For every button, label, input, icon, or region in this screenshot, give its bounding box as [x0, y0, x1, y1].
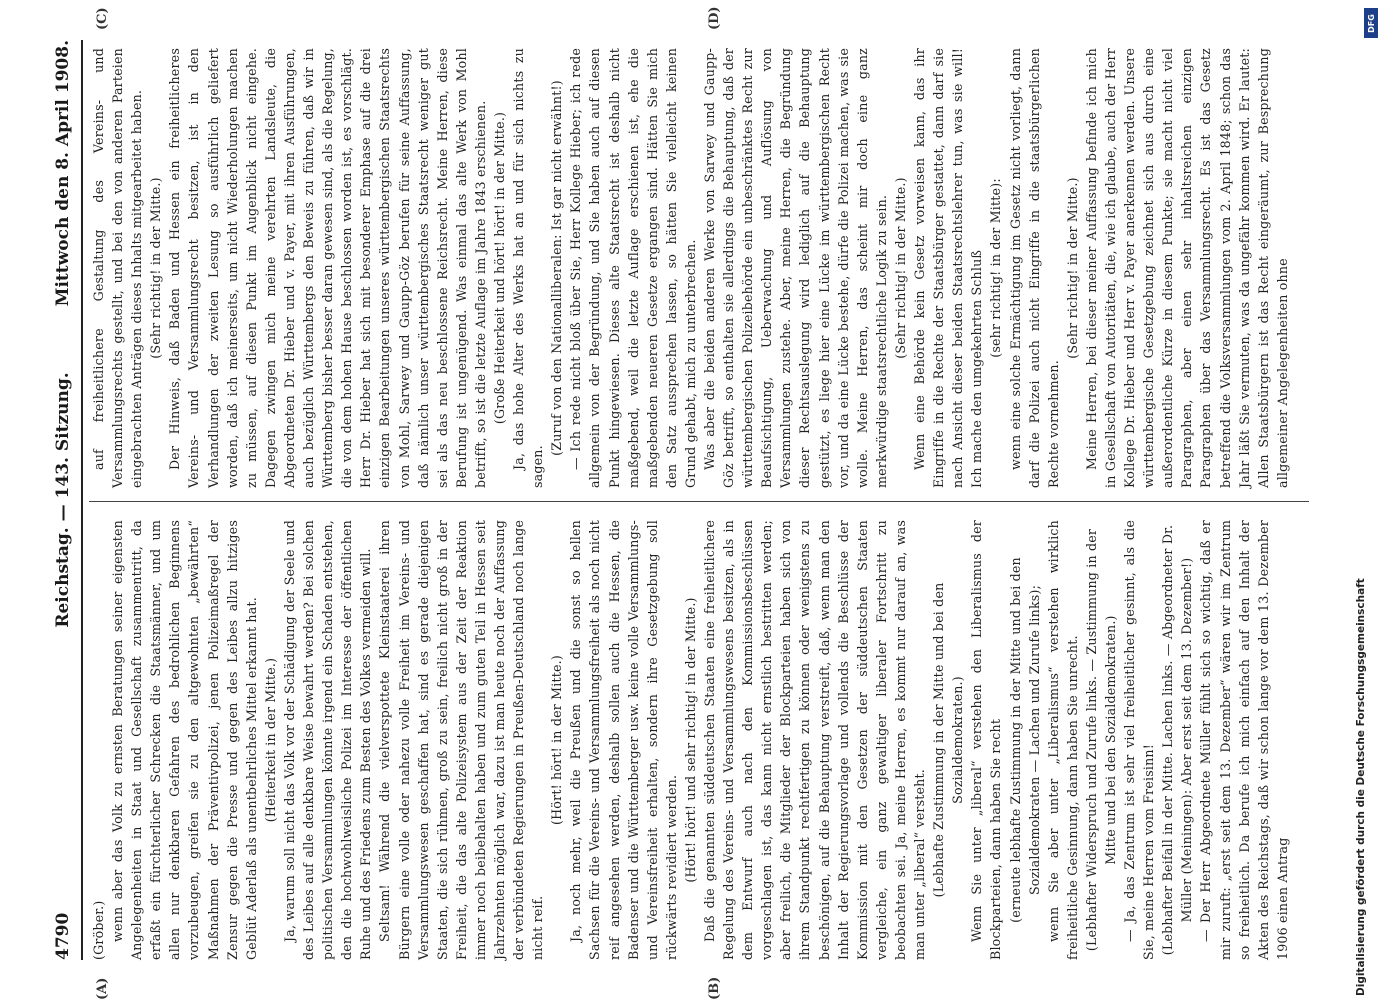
right-column-paragraph: Meine Herren, bei dieser meiner Auffassung befinde ich mich in Gesellschaft von Autoritäten, die, wie ich glaube, auch der Herr Kollege Dr. Hieber und Herr v. Payer anerkennen werden. Unsere württembergische Gesetzgebung zeichnet sich aus durch eine außerordentliche Kürze in diesem Punkte; sie macht nicht viel Paragraphen, aber einen sehr inhaltsreichen einzigen Paragraphen über das Versammlungsrecht. Es ist das Gesetz betreffend die Volksversammlungen vom 2. April 1848; schon das Jahr läßt Sie vermuten, was da ungefähr kommen wird. Er lautet: Allen Staatsbürgern ist das Recht eingeräumt, zur Besprechung allgemeiner Angelegenheiten ohne	[1083, 48, 1290, 488]
right-column	[89, 48, 1292, 488]
right-column-paragraph: (Sehr richtig! in der Mitte.)	[892, 177, 908, 359]
margin-letter-c: (C)	[95, 7, 110, 30]
left-column-paragraph: (Heiterkeit in der Mitte.)	[262, 657, 278, 823]
left-column-paragraph: — Ja, das Zentrum ist sehr viel freiheitlicher gesinnt, als die Sie, meine Herren vom Freisinn!	[1122, 520, 1157, 960]
left-column-paragraph: (Hört! hört! in der Mitte.)	[549, 655, 565, 825]
left-column-paragraph: (erneute lebhafte Zustimmung in der Mitte und bei den Sozialdemokraten — Lachen und Zurufe links);	[1007, 557, 1042, 923]
right-column-paragraph: wenn eine solche Ermächtigung im Gesetz nicht vorliegt, dann darf die Polizei auch nicht Eingriffe in die staatsbürgerlichen Rechte vornehmen.	[1007, 48, 1061, 488]
margin-letter-a: (A)	[95, 977, 110, 1000]
left-column-paragraph: (Lebhafter Beifall in der Mitte. Lachen links. — Abgeordneter Dr. Müller (Meiningen): Aber erst seit dem 13. Dezember!)	[1160, 524, 1195, 956]
right-column-paragraph: — Ich rede nicht bloß über Sie, Herr Kollege Hieber; ich rede allgemein von der Begründung, und Sie haben auch auf diesen Punkt hingewiesen. Dieses alte Staatsrecht ist deshalb nicht maßgebend, weil die letzte Auflage erschienen ist, ehe die maßgebenden neueren Gesetze ergangen sind. Hätten Sie mich den Satz aussprechen lassen, so hätten Sie vielleicht keinen Grund gehabt, mich zu unterbrechen.	[568, 48, 698, 488]
right-column-paragraph: (Große Heiterkeit und hört! hört! in der Mitte.)	[491, 111, 507, 425]
right-column-paragraph: Ja, das hohe Alter des Werks hat an und für sich nichts zu sagen.	[511, 48, 546, 488]
right-column-paragraph: (sehr richtig! in der Mitte):	[988, 178, 1004, 358]
margin-letter-d: (D)	[707, 6, 722, 30]
right-column-paragraph: Was aber die beiden anderen Werke von Sarwey und Gaupp-Göz betrifft, so enthalten sie allerdings die Behauptung, daß der württembergischen Polizeibehörde ein unbeschränktes Recht zur Beaufsichtigung, Ueberwachung und Auflösung von Versammlungen zustehe. Aber, meine Herren, die Begründung dieser Rechtsauslegung wird lediglich auf die Behauptung gestützt, es liege hier eine Lücke im württembergischen Recht vor, und da eine Lücke bestehe, dürfe die Polizei machen, was sie wolle. Meine Herren, das scheint mir doch eine ganz merkwürdige staatsrechtliche Logik zu sein.	[702, 48, 889, 488]
right-column-paragraph: Der Hinweis, daß Baden und Hessen ein freiheitlicheres Vereins- und Versammlungsrecht besitzen, ist in den Verhandlungen der zweiten Lesung so ausführlich geliefert worden, daß ich meinerseits, um nicht Wiederholungen machen zu müssen, auf diesen Punkt im Augenblick nicht eingehe. Dagegen zwingen mich meine verehrten Landsleute, die Abgeordneten Dr. Hieber und v. Payer, mit ihren Ausführungen, auch bezüglich Württembergs den Beweis zu führen, daß wir in Württemberg bisher besser daran gewesen sind, als die Regelung, die von dem hohen Hause beschlossen worden ist, es vorschlägt. Herr Dr. Hieber hat sich mit besonderer Emphase auf die drei einzigen Bearbeitungen unseres württembergischen Staatsrechts von Mohl, Sarwey und Gaupp-Göz berufen für seine Auffassung, daß nämlich unser württembergisches Staatsrecht weniger gut sei als das neu beschlossene Reichsrecht. Meine Herren, diese Berufung ist ungenügend. Was einmal das alte Werk von Mohl betrifft, so ist die letzte Auflage im Jahre 1843 erschienen.	[167, 48, 488, 488]
right-column-paragraph: (Zuruf von den Nationalliberalen: Ist gar nicht erwähnt!)	[549, 80, 565, 456]
right-column-paragraph: (Sehr richtig! in der Mitte.)	[1064, 177, 1080, 359]
right-column-paragraph: Wenn eine Behörde kein Gesetz vorweisen kann, das ihr Eingriffe in die Rechte der Staatsbürger gestattet, dann darf sie nach Ansicht dieser beiden Staatsrechtslehrer tun, was sie will! Ich mache den umgekehrten Schluß	[912, 48, 985, 488]
left-column-paragraph: Seltsam! Während die vielverspottete Kleinstaaterei ihren Bürgern eine volle oder nahezu volle Freiheit im Vereins- und Versammlungswesen geschaffen hat, sind es gerade diejenigen Staaten, die sich rühmen, groß zu sein, freilich nicht groß in der Freiheit, die das alte Polizeisystem aus der Zeit der Reaktion immer noch beibehalten haben und zum guten Teil in Hessen seit Jahrzehnten möglich war, dazu ist man heute noch der Auffassung der verbündeten Regierungen in Preußen-Deutschland noch lange nicht reif.	[377, 520, 546, 960]
left-column	[89, 520, 1292, 960]
header-date: Mittwoch den 8. April 1908.	[53, 40, 73, 307]
page-header	[47, 40, 83, 960]
left-column-paragraph: (Hört! hört! und sehr richtig! in der Mitte.)	[682, 597, 698, 883]
left-column-paragraph: Daß die genannten süddeutschen Staaten eine freiheitlichere Regelung des Vereins- und Versammlungswesens besitzen, als in dem Entwurf auch nach den Kommissionsbeschlüssen vorgeschlagen ist, das kann nicht ernstlich bestritten werden; aber freilich, die Mitglieder der Blockparteien haben sich von ihrem Standpunkt rechtfertigen zu können oder wenigstens zu beschönigen, auf die Behauptung verstreift, daß, wenn man den Inhalt der Regierungsvorlage und vollends die Beschlüsse der Kommission mit den Gesetzen der süddeutschen Staaten vergleiche, ein ganz gewaltiger liberaler Fortschritt zu beobachten sei. Ja, meine Herren, es kommt nur darauf an, was man unter „liberal“ versteht.	[702, 520, 928, 960]
page-number: 4790	[53, 912, 73, 960]
header-title: Reichstag. — 143. Sitzung.	[53, 372, 73, 628]
right-column-paragraph: (Sehr richtig! in der Mitte.)	[148, 177, 164, 359]
left-column-paragraph: (Lebhafte Zustimmung in der Mitte und bei den Sozialdemokraten.)	[931, 582, 966, 898]
left-column-paragraph: wenn aber das Volk zu ernsten Beratungen seiner eigensten Angelegenheiten in Staat und Gesellschaft zusammentritt, da erfaßt ein fürchterlicher Schrecken die Staatsmänner, und um allen nur denkbaren Gefahren des bedrohlichen Beginnens vorzubeugen, greifen sie zu den altgewohnten „bewährten“ Maßnahmen der Präventivpolizei, jenen Polizeimaßregel der Zensur gegen die Presse und gegen des Leibes allzu hitziges Geblüt Aderlaß als unentbehrliches Mittel erkannt hat.	[110, 520, 259, 960]
column-divider	[89, 501, 1309, 502]
left-column-paragraph: Wenn Sie unter „liberal“ verstehen den Liberalismus der Blockparteien, dann haben Sie recht	[969, 520, 1004, 960]
left-column-paragraph: Ja, warum soll nicht das Volk vor der Schädigung der Seele und des Leibes auf alle denkbare Weise bewahrt werden? Bei solchen politischen Versammlungen könnte irgend ein Schaden entstehen, den die hochwohlweisliche Polizei im Interesse der öffentlichen Ruhe und des Friedens zum Besten des Volkes vermeiden will.	[281, 520, 374, 960]
right-column-paragraph: auf freiheitlichere Gestaltung des Vereins- und Versammlungsrechts gestellt, und bei den von anderen Parteien eingebrachten Anträgen dieses Inhalts mitgearbeitet haben.	[91, 48, 145, 488]
document-page	[47, 6, 1337, 1000]
left-column-paragraph: (Gröber.)	[91, 900, 106, 960]
left-column-paragraph: — Der Herr Abgeordnete Müller fühlt sich so wichtig, daß er mir zuruft: „erst seit dem 13. Dezember“ wären wir im Zentrum so freiheitlich. Da berufe ich mich einfach auf den Inhalt der Akten des Reichstags, daß wir schon lange vor dem 13. Dezember 1906 einen Antrag	[1198, 520, 1290, 960]
dfg-logo	[1364, 8, 1378, 38]
left-column-paragraph: Ja, noch mehr, weil die Preußen und die sonst so hellen Sachsen für die Vereins- und Versammlungsfreiheit als noch nicht reif angesehen werden, deshalb sollen auch die Hessen, die Badenser und die Württemberger usw. keine volle Versammlungs- und Vereinsfreiheit erhalten, sondern ihre Gesetzgebung soll rückwärts revidiert werden.	[568, 520, 679, 960]
margin-letter-b: (B)	[707, 976, 722, 1000]
dfg-logo-text: DFG	[1366, 13, 1376, 33]
digitization-note: Digitalisierung gefördert durch die Deutsche Forschungsgemeinschaft	[1355, 578, 1367, 996]
left-column-paragraph: (Lebhafter Widerspruch und Zurufe links. — Zustimmung in der Mitte und bei den Sozialdemokraten.)	[1083, 528, 1118, 952]
left-column-paragraph: wenn Sie aber unter „Liberalismus“ verstehen wirklich freiheitliche Gesinnung, dann haben Sie unrecht.	[1045, 520, 1080, 960]
